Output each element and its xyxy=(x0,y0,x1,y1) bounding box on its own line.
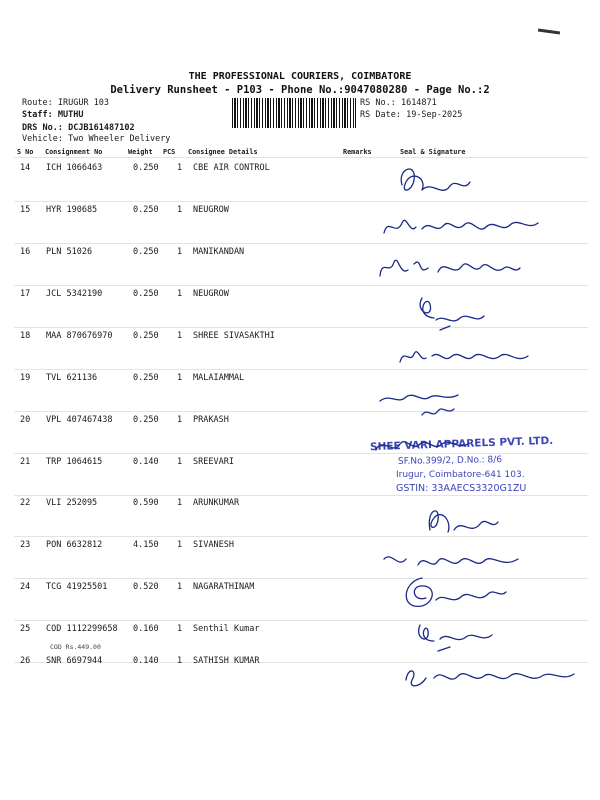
row-divider xyxy=(14,201,588,202)
cell-pcs: 1 xyxy=(177,415,183,425)
drs-value: DCJB161487102 xyxy=(68,123,135,133)
cell-pcs: 1 xyxy=(177,331,183,341)
rs-number xyxy=(360,98,437,108)
vehicle-value: Two Wheeler Delivery xyxy=(68,134,171,144)
cell-consignee: NEUGROW xyxy=(193,205,229,215)
col-header-consignment: Consignment No xyxy=(45,148,103,156)
cell-weight: 4.150 xyxy=(133,540,159,550)
cell-consignee: SATHISH KUMAR xyxy=(193,656,260,666)
cell-sno: 22 xyxy=(20,498,31,508)
cell-weight: 0.250 xyxy=(133,163,159,173)
cell-pcs: 1 xyxy=(177,624,183,634)
signature-row-22 xyxy=(400,500,510,540)
signature-row-15 xyxy=(378,205,558,245)
cell-weight: 0.250 xyxy=(133,415,159,425)
rs-date-value: 19-Sep-2025 xyxy=(406,110,463,120)
cell-sno: 23 xyxy=(20,540,31,550)
cell-pcs: 1 xyxy=(177,540,183,550)
cell-sno: 25 xyxy=(20,624,31,634)
drs-info xyxy=(22,123,135,133)
rs-number-value: 1614871 xyxy=(400,98,437,108)
cell-weight: 0.140 xyxy=(133,457,159,467)
cell-consignment: MAA 870676970 xyxy=(46,331,113,341)
cell-consignment: COD 1112299658 xyxy=(46,624,118,634)
cell-pcs: 1 xyxy=(177,373,183,383)
cell-consignment: PON 6632812 xyxy=(46,540,103,550)
cell-consignee: NEUGROW xyxy=(193,289,229,299)
cell-sno: 21 xyxy=(20,457,31,467)
signature-row-24 xyxy=(392,568,512,618)
header-divider xyxy=(14,157,588,158)
cell-pcs: 1 xyxy=(177,457,183,467)
cell-consignee: ARUNKUMAR xyxy=(193,498,240,508)
signature-row-17 xyxy=(394,290,504,335)
cell-weight: 0.590 xyxy=(133,498,159,508)
cell-consignment: HYR 190685 xyxy=(46,205,98,215)
col-header-consignee: Consignee Details xyxy=(188,148,258,156)
vehicle-info xyxy=(22,134,170,144)
cell-consignee: CBE AIR CONTROL xyxy=(193,163,270,173)
cell-sno: 20 xyxy=(20,415,31,425)
cod-note: COD Rs.449.00 xyxy=(50,643,101,651)
row-divider xyxy=(14,285,588,286)
corner-pen-mark xyxy=(538,28,560,34)
stamp-address-line-2: Irugur, Coimbatore-641 103. xyxy=(396,470,525,480)
staff-label: Staff: xyxy=(22,110,53,120)
cell-consignee: SREEVARI xyxy=(193,457,234,467)
cell-pcs: 1 xyxy=(177,289,183,299)
cell-consignment: TCG 41925501 xyxy=(46,582,108,592)
cell-sno: 16 xyxy=(20,247,31,257)
table-row xyxy=(14,163,588,203)
signature-row-19 xyxy=(376,385,476,425)
route-label: Route: xyxy=(22,98,53,108)
cell-weight: 0.160 xyxy=(133,624,159,634)
rs-number-label: RS No.: xyxy=(360,98,396,108)
cell-consignee: SHREE SIVASAKTHI xyxy=(193,331,275,341)
route-value: IRUGUR 103 xyxy=(57,98,110,108)
cell-consignment: PLN 51026 xyxy=(46,247,93,257)
cell-consignment: TRP 1064615 xyxy=(46,457,103,467)
cell-pcs: 1 xyxy=(177,582,183,592)
cell-sno: 18 xyxy=(20,331,31,341)
col-header-pcs: PCS xyxy=(163,148,176,156)
runsheet-title: Delivery Runsheet - P103 - Phone No.:9047080280 - Page No.:2 xyxy=(110,84,490,96)
cell-sno: 26 xyxy=(20,656,31,666)
cell-pcs: 1 xyxy=(177,247,183,257)
signature-row-20 xyxy=(370,430,480,460)
cell-weight: 0.520 xyxy=(133,582,159,592)
cell-weight: 0.250 xyxy=(133,205,159,215)
signature-row-14 xyxy=(372,160,492,205)
signature-row-16 xyxy=(374,250,524,285)
cell-consignee: MALAIAMMAL xyxy=(193,373,245,383)
cell-weight: 0.250 xyxy=(133,289,159,299)
cell-weight: 0.250 xyxy=(133,373,159,383)
cell-consignment: VLI 252095 xyxy=(46,498,98,508)
cell-consignee: SIVANESH xyxy=(193,540,234,550)
rs-date xyxy=(360,110,462,120)
cell-sno: 17 xyxy=(20,289,31,299)
drs-label: DRS No.: xyxy=(22,123,63,133)
cell-consignee: PRAKASH xyxy=(193,415,229,425)
cell-consignee: NAGARATHINAM xyxy=(193,582,255,592)
col-header-sno: S No xyxy=(17,148,34,156)
company-name: THE PROFESSIONAL COURIERS, COIMBATORE xyxy=(188,71,412,82)
staff-info xyxy=(22,110,83,120)
cell-consignment: SNR 6697944 xyxy=(46,656,103,666)
signature-row-26 xyxy=(400,660,580,692)
cell-consignee: Senthil Kumar xyxy=(193,624,260,634)
barcode xyxy=(232,98,356,128)
cell-consignment: VPL 407467438 xyxy=(46,415,113,425)
cell-pcs: 1 xyxy=(177,498,183,508)
stamp-gstin: GSTIN: 33AAECS3320G1ZU xyxy=(396,483,527,494)
cell-sno: 14 xyxy=(20,163,31,173)
col-header-seal: Seal & Signature xyxy=(400,148,466,156)
cell-weight: 0.250 xyxy=(133,247,159,257)
cell-sno: 15 xyxy=(20,205,31,215)
cell-pcs: 1 xyxy=(177,656,183,666)
cell-consignment: ICH 1066463 xyxy=(46,163,103,173)
staff-value: MUTHU xyxy=(57,110,84,120)
cell-sno: 19 xyxy=(20,373,31,383)
cell-pcs: 1 xyxy=(177,205,183,215)
cell-weight: 0.140 xyxy=(133,656,159,666)
vehicle-label: Vehicle: xyxy=(22,134,63,144)
cell-sno: 24 xyxy=(20,582,31,592)
cell-consignment: JCL 5342190 xyxy=(46,289,103,299)
stamp-company-name: SHEE VARI APPARELS PVT. LTD. xyxy=(369,434,554,454)
stamp-address-line-1: SF.No.399/2, D.No.: 8/6 xyxy=(397,455,503,467)
signature-row-18 xyxy=(396,340,536,370)
table-row xyxy=(14,373,588,413)
col-header-remarks: Remarks xyxy=(343,148,372,156)
row-divider xyxy=(14,411,588,412)
cell-consignee: MANIKANDAN xyxy=(193,247,245,257)
cell-consignment: TVL 621136 xyxy=(46,373,98,383)
cell-pcs: 1 xyxy=(177,163,183,173)
route-info xyxy=(22,98,109,108)
signature-row-25 xyxy=(408,615,508,655)
cell-weight: 0.250 xyxy=(133,331,159,341)
col-header-weight: Weight xyxy=(128,148,153,156)
rs-date-label: RS Date: xyxy=(360,110,401,120)
